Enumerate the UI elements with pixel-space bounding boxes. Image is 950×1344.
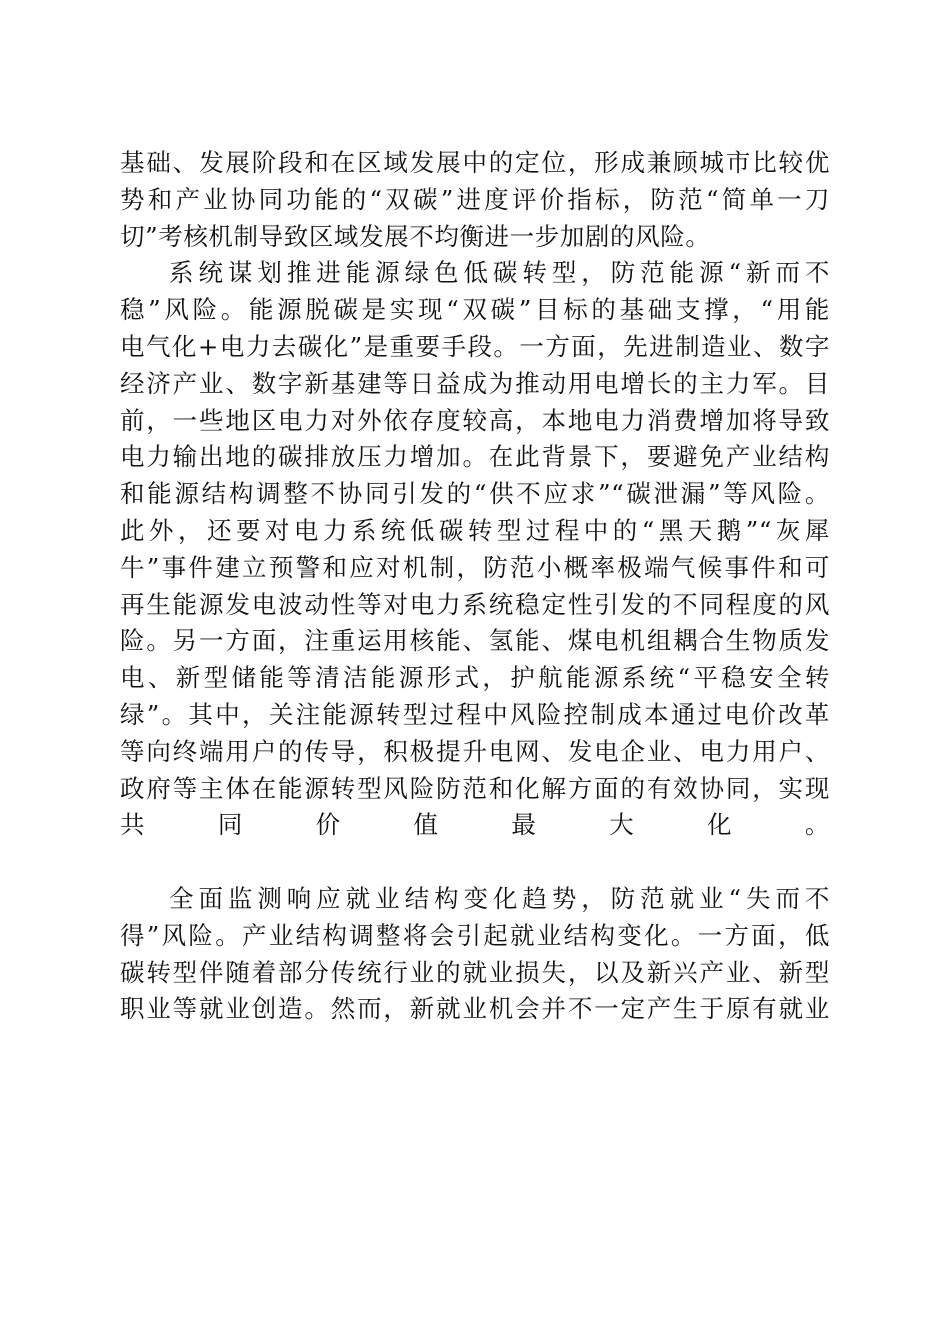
document-body — [120, 145, 830, 1028]
text-line: 此外，还要对电力系统低碳转型过程中的“黑天鹅”“灰犀 — [120, 515, 830, 545]
text-line: 势和产业协同功能的“双碳”进度评价指标，防范“简单一刀 — [120, 184, 830, 214]
text-line: 系统谋划推进能源绿色低碳转型，防范能源“新而不 — [169, 258, 830, 288]
text-line: 切”考核机制导致区域发展不均衡进一步加剧的风险。 — [120, 221, 711, 251]
text-line: 电气化+电力去碳化”是重要手段。一方面，先进制造业、数字 — [120, 331, 830, 361]
text-line: 稳”风险。能源脱碳是实现“双碳”目标的基础支撑，“用能 — [120, 295, 830, 325]
paragraph-1 — [120, 145, 830, 255]
text-line: 基础、发展阶段和在区域发展中的定位，形成兼顾城市比较优 — [120, 148, 830, 177]
paragraph-2 — [120, 255, 830, 881]
text-line: 险。另一方面，注重运用核能、氢能、煤电机组耦合生物质发 — [120, 626, 830, 656]
text-line: 政府等主体在能源转型风险防范和化解方面的有效协同，实现 — [120, 773, 830, 803]
text-line: 职业等就业创造。然而，新就业机会并不一定产生于原有就业 — [120, 994, 830, 1024]
text-line: 再生能源发电波动性等对电力系统稳定性引发的不同程度的风 — [120, 589, 830, 619]
text-line: 电力输出地的碳排放压力增加。在此背景下，要避免产业结构 — [120, 442, 830, 472]
text-line: 共同价值最大化。 — [120, 810, 830, 840]
text-line: 全面监测响应就业结构变化趋势，防范就业“失而不 — [169, 883, 830, 913]
text-line: 得”风险。产业结构调整将会引起就业结构变化。一方面，低 — [120, 920, 830, 950]
text-line: 和能源结构调整不协同引发的“供不应求”“碳泄漏”等风险。 — [120, 479, 830, 509]
text-line: 前，一些地区电力对外依存度较高，本地电力消费增加将导致 — [120, 405, 830, 435]
text-line: 牛”事件建立预警和应对机制，防范小概率极端气候事件和可 — [120, 552, 830, 582]
text-line — [120, 844, 830, 881]
text-line: 电、新型储能等清洁能源形式，护航能源系统“平稳安全转 — [120, 663, 830, 693]
paragraph-3 — [120, 881, 830, 1028]
text-line: 碳转型伴随着部分传统行业的就业损失，以及新兴产业、新型 — [120, 957, 830, 987]
text-line: 等向终端用户的传导，积极提升电网、发电企业、电力用户、 — [120, 736, 830, 766]
text-line: 绿”。其中，关注能源转型过程中风险控制成本通过电价改革 — [120, 699, 830, 729]
text-line: 经济产业、数字新基建等日益成为推动用电增长的主力军。目 — [120, 368, 830, 398]
